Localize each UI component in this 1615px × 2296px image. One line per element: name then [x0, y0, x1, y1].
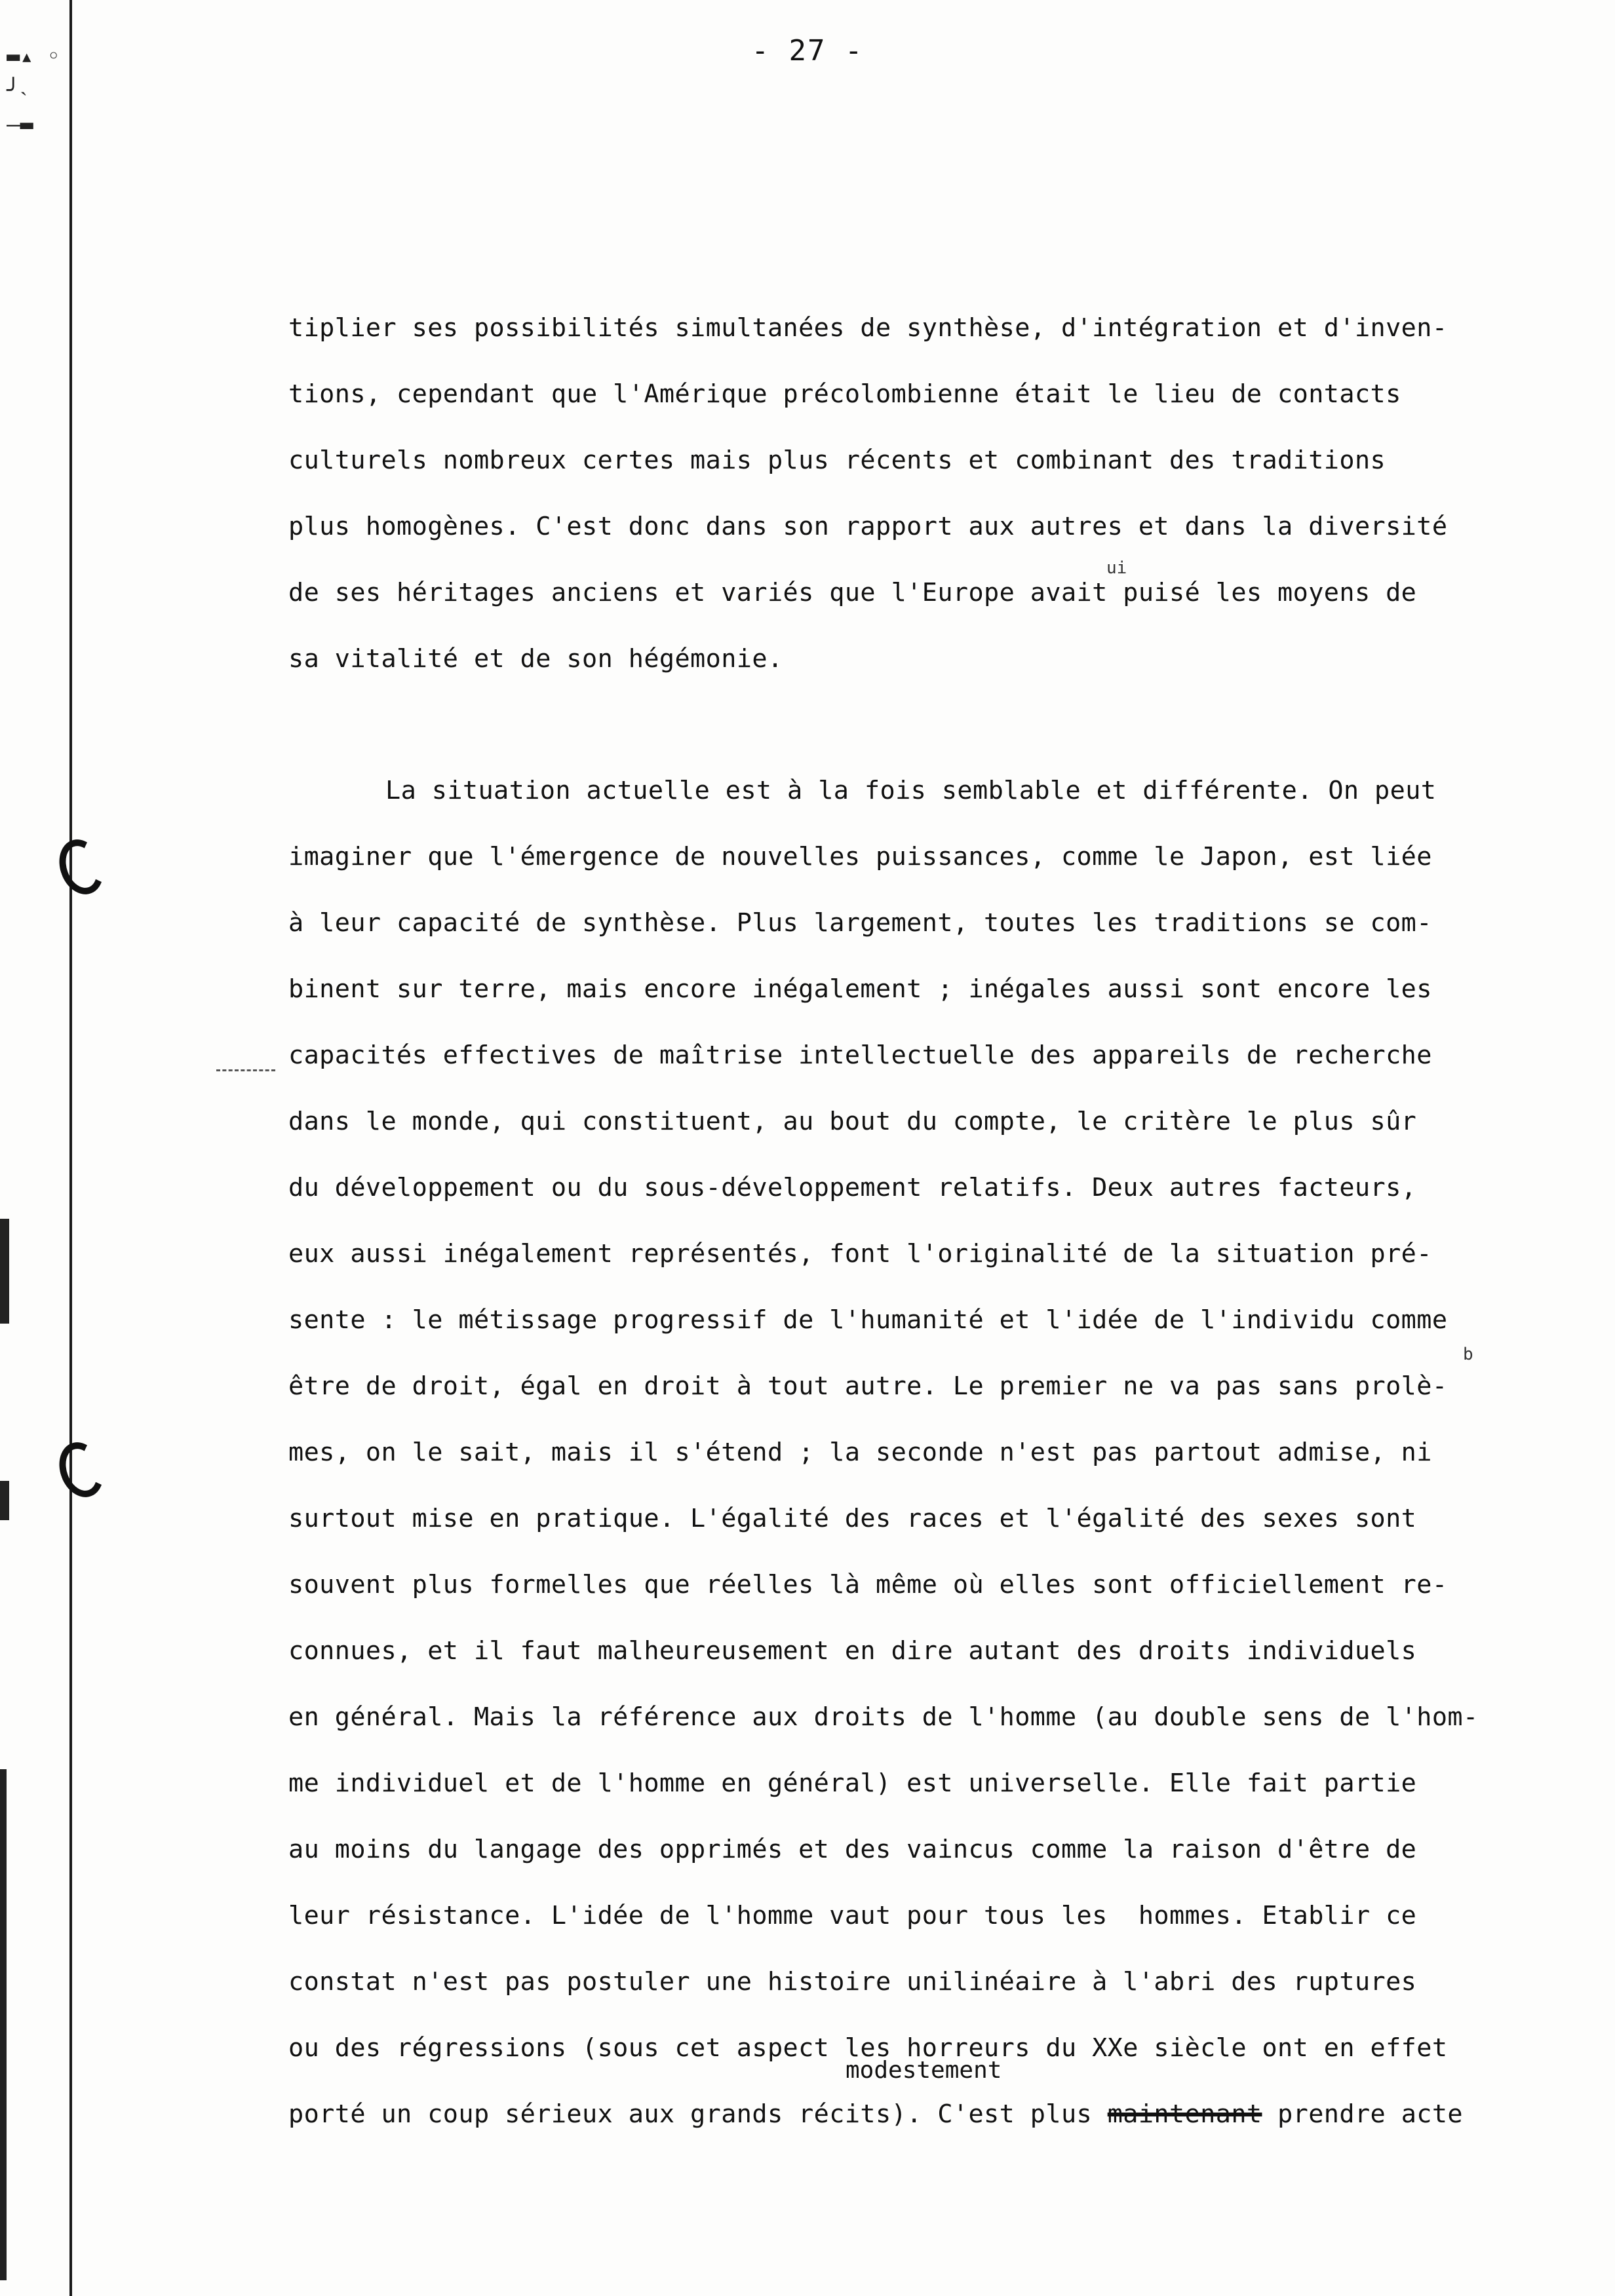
- left-margin-rule: [69, 0, 72, 2296]
- text-segment: porté un coup sérieux aux grands récits). C'est plus: [288, 2099, 1108, 2129]
- text-line: ou des régressions (sous cet aspect les horreurs du XXe siècle ont en effet: [288, 2033, 1448, 2063]
- text-line: surtout mise en pratique. L'égalité des races et l'égalité des sexes sont: [288, 1504, 1417, 1533]
- text-line: de ses héritages anciens et variés que l'Europe avait puisé les moyens de: [288, 578, 1417, 607]
- page-number: - 27 -: [751, 34, 864, 67]
- struck-word: maintenant: [1107, 2099, 1262, 2129]
- punch-hole-icon: [52, 833, 111, 901]
- text-line: connues, et il faut malheureusement en dire autant des droits individuels: [288, 1636, 1417, 1666]
- text-line: sa vitalité et de son hégémonie.: [288, 644, 783, 674]
- handwritten-insert-mark: b: [1463, 1345, 1473, 1364]
- text-line-last: [288, 2081, 1553, 2147]
- text-line: capacités effectives de maîtrise intellectuelle des appareils de recherche: [288, 1041, 1432, 1070]
- text-line: constat n'est pas postuler une histoire unilinéaire à l'abri des ruptures: [288, 1967, 1417, 1997]
- text-line: sente : le métissage progressif de l'humanité et l'idée de l'individu comme: [288, 1305, 1448, 1335]
- body-text: [288, 295, 1553, 2147]
- text-line: souvent plus formelles que réelles là même où elles sont officiellement re-: [288, 1570, 1448, 1599]
- text-line: plus homogènes. C'est donc dans son rapport aux autres et dans la diversité: [288, 512, 1448, 541]
- text-line: à leur capacité de synthèse. Plus largement, toutes les traditions se com-: [288, 908, 1432, 938]
- scan-edge-speckle: [0, 1769, 7, 2280]
- text-line: être de droit, égal en droit à tout autre. Le premier ne va pas sans prolè-: [288, 1371, 1448, 1401]
- scan-edge-speckle: [0, 1219, 9, 1324]
- text-line: eux aussi inégalement représentés, font l'originalité de la situation pré-: [288, 1239, 1432, 1269]
- text-line: tions, cependant que l'Amérique précolombienne était le lieu de contacts: [288, 379, 1401, 409]
- typed-insertion: modestement: [846, 2057, 1002, 2084]
- paragraph-1: [288, 295, 1553, 692]
- scan-edge-speckle: [0, 1481, 9, 1520]
- text-line: imaginer que l'émergence de nouvelles puissances, comme le Japon, est liée: [288, 842, 1432, 871]
- text-line: dans le monde, qui constituent, au bout du compte, le critère le plus sûr: [288, 1107, 1417, 1136]
- text-line: leur résistance. L'idée de l'homme vaut pour tous les hommes. Etablir ce: [288, 1901, 1417, 1930]
- text-line: tiplier ses possibilités simultanées de synthèse, d'intégration et d'inven-: [288, 313, 1448, 343]
- text-line: du développement ou du sous-développement relatifs. Deux autres facteurs,: [288, 1173, 1417, 1202]
- text-line: en général. Mais la référence aux droits de l'homme (au double sens de l'hom-: [288, 1702, 1479, 1732]
- margin-dash-mark: [216, 1069, 275, 1071]
- margin-handwritten-marks: ▬▴ ◦ ╯˴ ‒▬: [7, 43, 60, 138]
- text-line: binent sur terre, mais encore inégalement ; inégales aussi sont encore les: [288, 974, 1432, 1004]
- paragraph-2: [288, 757, 1553, 2147]
- text-line: culturels nombreux certes mais plus récents et combinant des traditions: [288, 446, 1386, 475]
- text-line: mes, on le sait, mais il s'étend ; la seconde n'est pas partout admise, ni: [288, 1438, 1432, 1467]
- handwritten-insert-mark: ui: [1106, 558, 1127, 578]
- text-segment: prendre acte: [1262, 2099, 1464, 2129]
- text-line: La situation actuelle est à la fois semblable et différente. On peut: [385, 776, 1437, 805]
- text-line: me individuel et de l'homme en général) est universelle. Elle fait partie: [288, 1769, 1417, 1798]
- text-line: au moins du langage des opprimés et des vaincus comme la raison d'être de: [288, 1835, 1417, 1864]
- punch-hole-icon: [52, 1436, 111, 1504]
